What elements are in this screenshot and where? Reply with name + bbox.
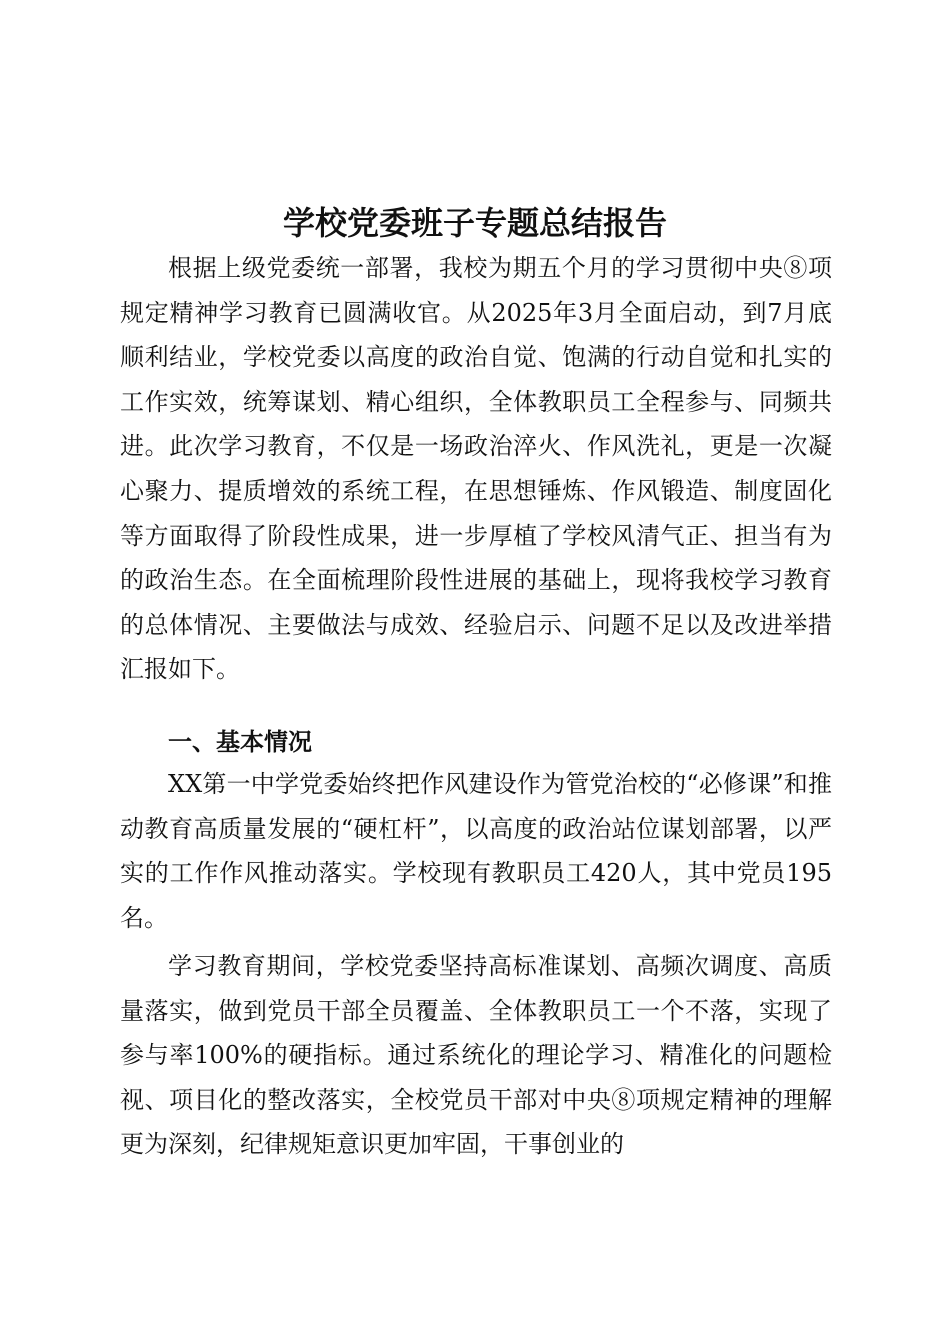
paragraph-school-overview: XX第一中学党委始终把作风建设作为管党治校的“必修课”和推动教育高质量发展的“硬杠杆”，以高度的政治站位谋划部署，以严实的工作作风推动落实。学校现有教职员工420人，其中党员195名。 [120,770,832,932]
paragraph-study-period: 学习教育期间，学校党委坚持高标准谋划、高频次调度、高质量落实，做到党员干部全员覆盖、全体教职员工一个不落，实现了参与率100%的硬指标。通过系统化的理论学习、精准化的问题检视、项目化的整改落实，全校党员干部对中央⑧项规定精神的理解更为深刻，纪律规矩意识更加牢固，干事创业的 [120,952,832,1159]
section-heading-basic-situation: 一、基本情况 [168,727,312,756]
paragraph-intro: 根据上级党委统一部署，我校为期五个月的学习贯彻中央⑧项规定精神学习教育已圆满收官。从2025年3月全面启动，到7月底顺利结业，学校党委以高度的政治自觉、饱满的行动自觉和扎实的工作实效，统筹谋划、精心组织，全体教职员工全程参与、同频共进。此次学习教育，不仅是一场政治淬火、作风洗礼，更是一次凝心聚力、提质增效的系统工程，在思想锤炼、作风锻造、制度固化等方面取得了阶段性成果，进一步厚植了学校风清气正、担当有为的政治生态。在全面梳理阶段性进展的基础上，现将我校学习教育的总体情况、主要做法与成效、经验启示、问题不足以及改进举措汇报如下。 [120,254,832,684]
document-title: 学校党委班子专题总结报告 [282,204,667,243]
